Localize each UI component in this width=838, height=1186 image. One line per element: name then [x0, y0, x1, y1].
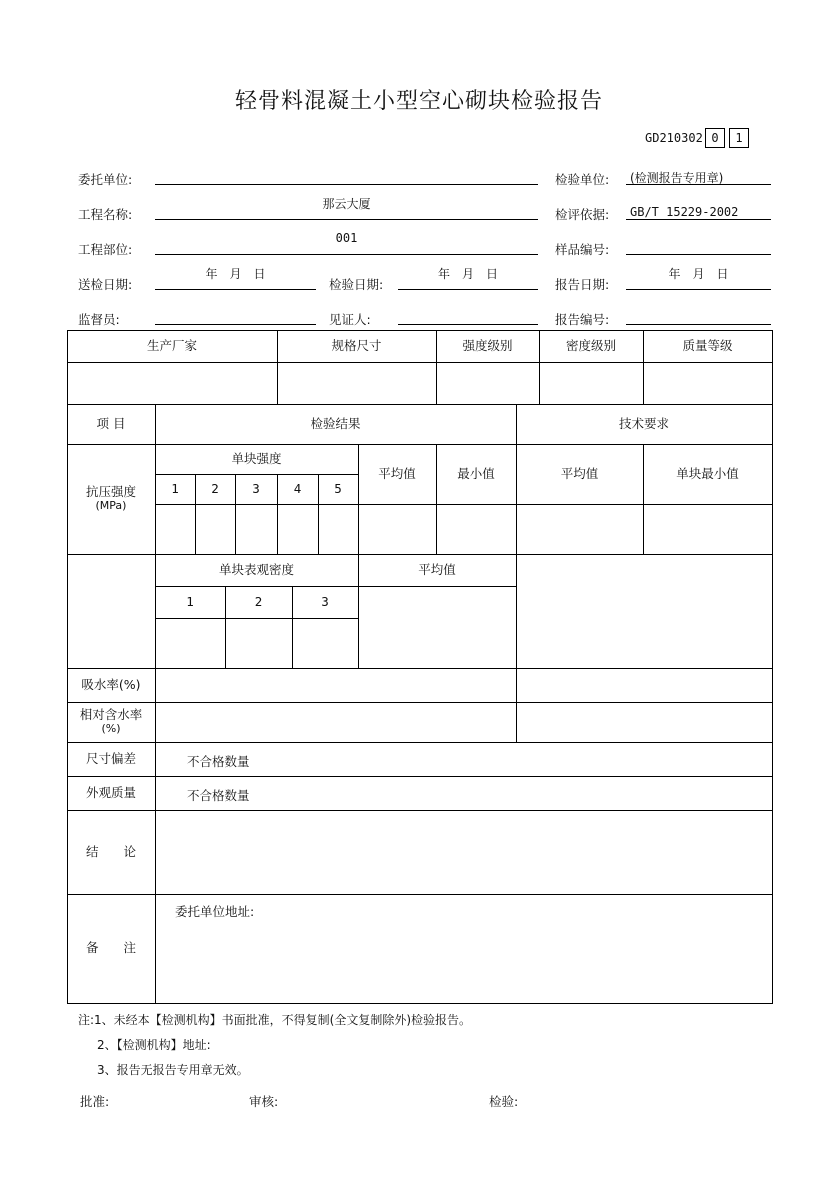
item-header: 项 目	[96, 415, 126, 431]
report-code-box-2[interactable]: 1	[729, 128, 749, 148]
project-part-value: 001	[335, 231, 358, 245]
report-no-label: 报告编号:	[555, 312, 610, 327]
project-part-field[interactable]	[155, 253, 538, 255]
report-date-field[interactable]	[626, 288, 771, 290]
header-quality-grade: 质量等级	[682, 337, 733, 353]
quality-grade-cell[interactable]	[644, 363, 772, 404]
test-unit-field[interactable]	[626, 183, 771, 185]
project-part-label: 工程部位:	[78, 242, 133, 257]
test-unit-value: (检测报告专用章)	[630, 171, 724, 185]
supervisor-field[interactable]	[155, 323, 316, 325]
compressive-strength-unit: (MPa)	[95, 498, 127, 512]
density-col-1: 1	[186, 593, 194, 609]
manufacturer-cell[interactable]	[68, 363, 277, 404]
send-date-field[interactable]	[155, 288, 316, 290]
moisture-text: 相对含水率	[79, 707, 143, 723]
inspect-label: 检验:	[489, 1094, 519, 1109]
send-date-label: 送检日期:	[78, 277, 133, 292]
requirement-header: 技术要求	[618, 415, 669, 431]
report-code-prefix: GD210302	[645, 131, 703, 145]
size-deviation-unqualified: 不合格数量	[187, 754, 250, 769]
strength-col-3: 3	[252, 480, 260, 496]
witness-label: 见证人:	[329, 312, 371, 327]
density-avg-header: 平均值	[418, 561, 456, 577]
client-field[interactable]	[155, 183, 538, 185]
standard-field[interactable]	[626, 218, 771, 220]
client-label: 委托单位:	[78, 172, 133, 187]
density-grade-cell[interactable]	[540, 363, 643, 404]
page-title: 轻骨料混凝土小型空心砌块检验报告	[234, 89, 603, 114]
header-manufacturer: 生产厂家	[146, 337, 197, 353]
note-3: 3、报告无报告专用章无效。	[97, 1063, 249, 1077]
test-date-value: 年 月 日	[437, 267, 498, 281]
standard-label: 检评依据:	[555, 207, 610, 222]
compressive-strength-text: 抗压强度	[85, 484, 136, 500]
header-strength-grade: 强度级别	[462, 337, 513, 353]
size-deviation-label: 尺寸偏差	[85, 750, 136, 766]
supervisor-label: 监督员:	[78, 312, 120, 327]
requirement-avg-header: 平均值	[560, 465, 599, 481]
strength-col-2: 2	[211, 480, 219, 496]
density-col-3: 3	[321, 593, 329, 609]
project-name-field[interactable]	[155, 218, 538, 220]
strength-col-4: 4	[293, 480, 302, 496]
header-density-grade: 密度级别	[565, 337, 616, 353]
report-no-field[interactable]	[626, 323, 771, 325]
standard-value: GB/T 15229-2002	[630, 205, 739, 219]
note-1: 注:1、未经本【检测机构】书面批准，不得复制(全文复制除外)检验报告。	[78, 1013, 472, 1027]
project-name-value: 那云大厦	[322, 197, 371, 211]
test-date-label: 检验日期:	[329, 277, 384, 292]
strength-grade-cell[interactable]	[437, 363, 539, 404]
send-date-value: 年 月 日	[205, 267, 266, 281]
water-absorption-label: 吸水率(%)	[81, 676, 141, 692]
requirement-single-min-header: 单块最小值	[676, 465, 739, 481]
result-header: 检验结果	[310, 415, 361, 431]
witness-field[interactable]	[398, 323, 538, 325]
note-2: 2、【检测机构】地址:	[97, 1038, 211, 1052]
spec-size-cell[interactable]	[278, 363, 436, 404]
strength-col-1: 1	[171, 480, 179, 496]
strength-col-5: 5	[334, 480, 342, 496]
test-unit-label: 检验单位:	[555, 172, 610, 187]
single-strength-header: 单块强度	[231, 450, 282, 466]
project-name-label: 工程名称:	[78, 207, 133, 222]
report-code-box-1[interactable]: 0	[705, 128, 725, 148]
density-col-2: 2	[254, 593, 263, 609]
review-label: 审核:	[249, 1094, 279, 1109]
strength-min-header: 最小值	[457, 465, 495, 481]
header-spec-size: 规格尺寸	[331, 337, 382, 353]
strength-avg-header: 平均值	[378, 465, 416, 481]
conclusion-cell[interactable]	[156, 811, 772, 894]
test-date-field[interactable]	[398, 288, 538, 290]
approve-label: 批准:	[80, 1094, 110, 1109]
moisture-unit: (%)	[101, 721, 121, 735]
single-density-header: 单块表观密度	[218, 561, 294, 577]
conclusion-label: 结 论	[85, 843, 136, 859]
appearance-label: 外观质量	[85, 784, 136, 800]
appearance-unqualified: 不合格数量	[187, 788, 250, 803]
report-date-value: 年 月 日	[668, 267, 729, 281]
moisture-label	[67, 702, 155, 742]
sample-no-field[interactable]	[626, 253, 771, 255]
sample-no-label: 样品编号:	[555, 242, 610, 257]
client-address-label: 委托单位地址:	[175, 904, 255, 919]
remarks-label: 备 注	[85, 940, 136, 956]
report-date-label: 报告日期:	[555, 277, 610, 292]
compressive-strength-label	[67, 444, 155, 554]
